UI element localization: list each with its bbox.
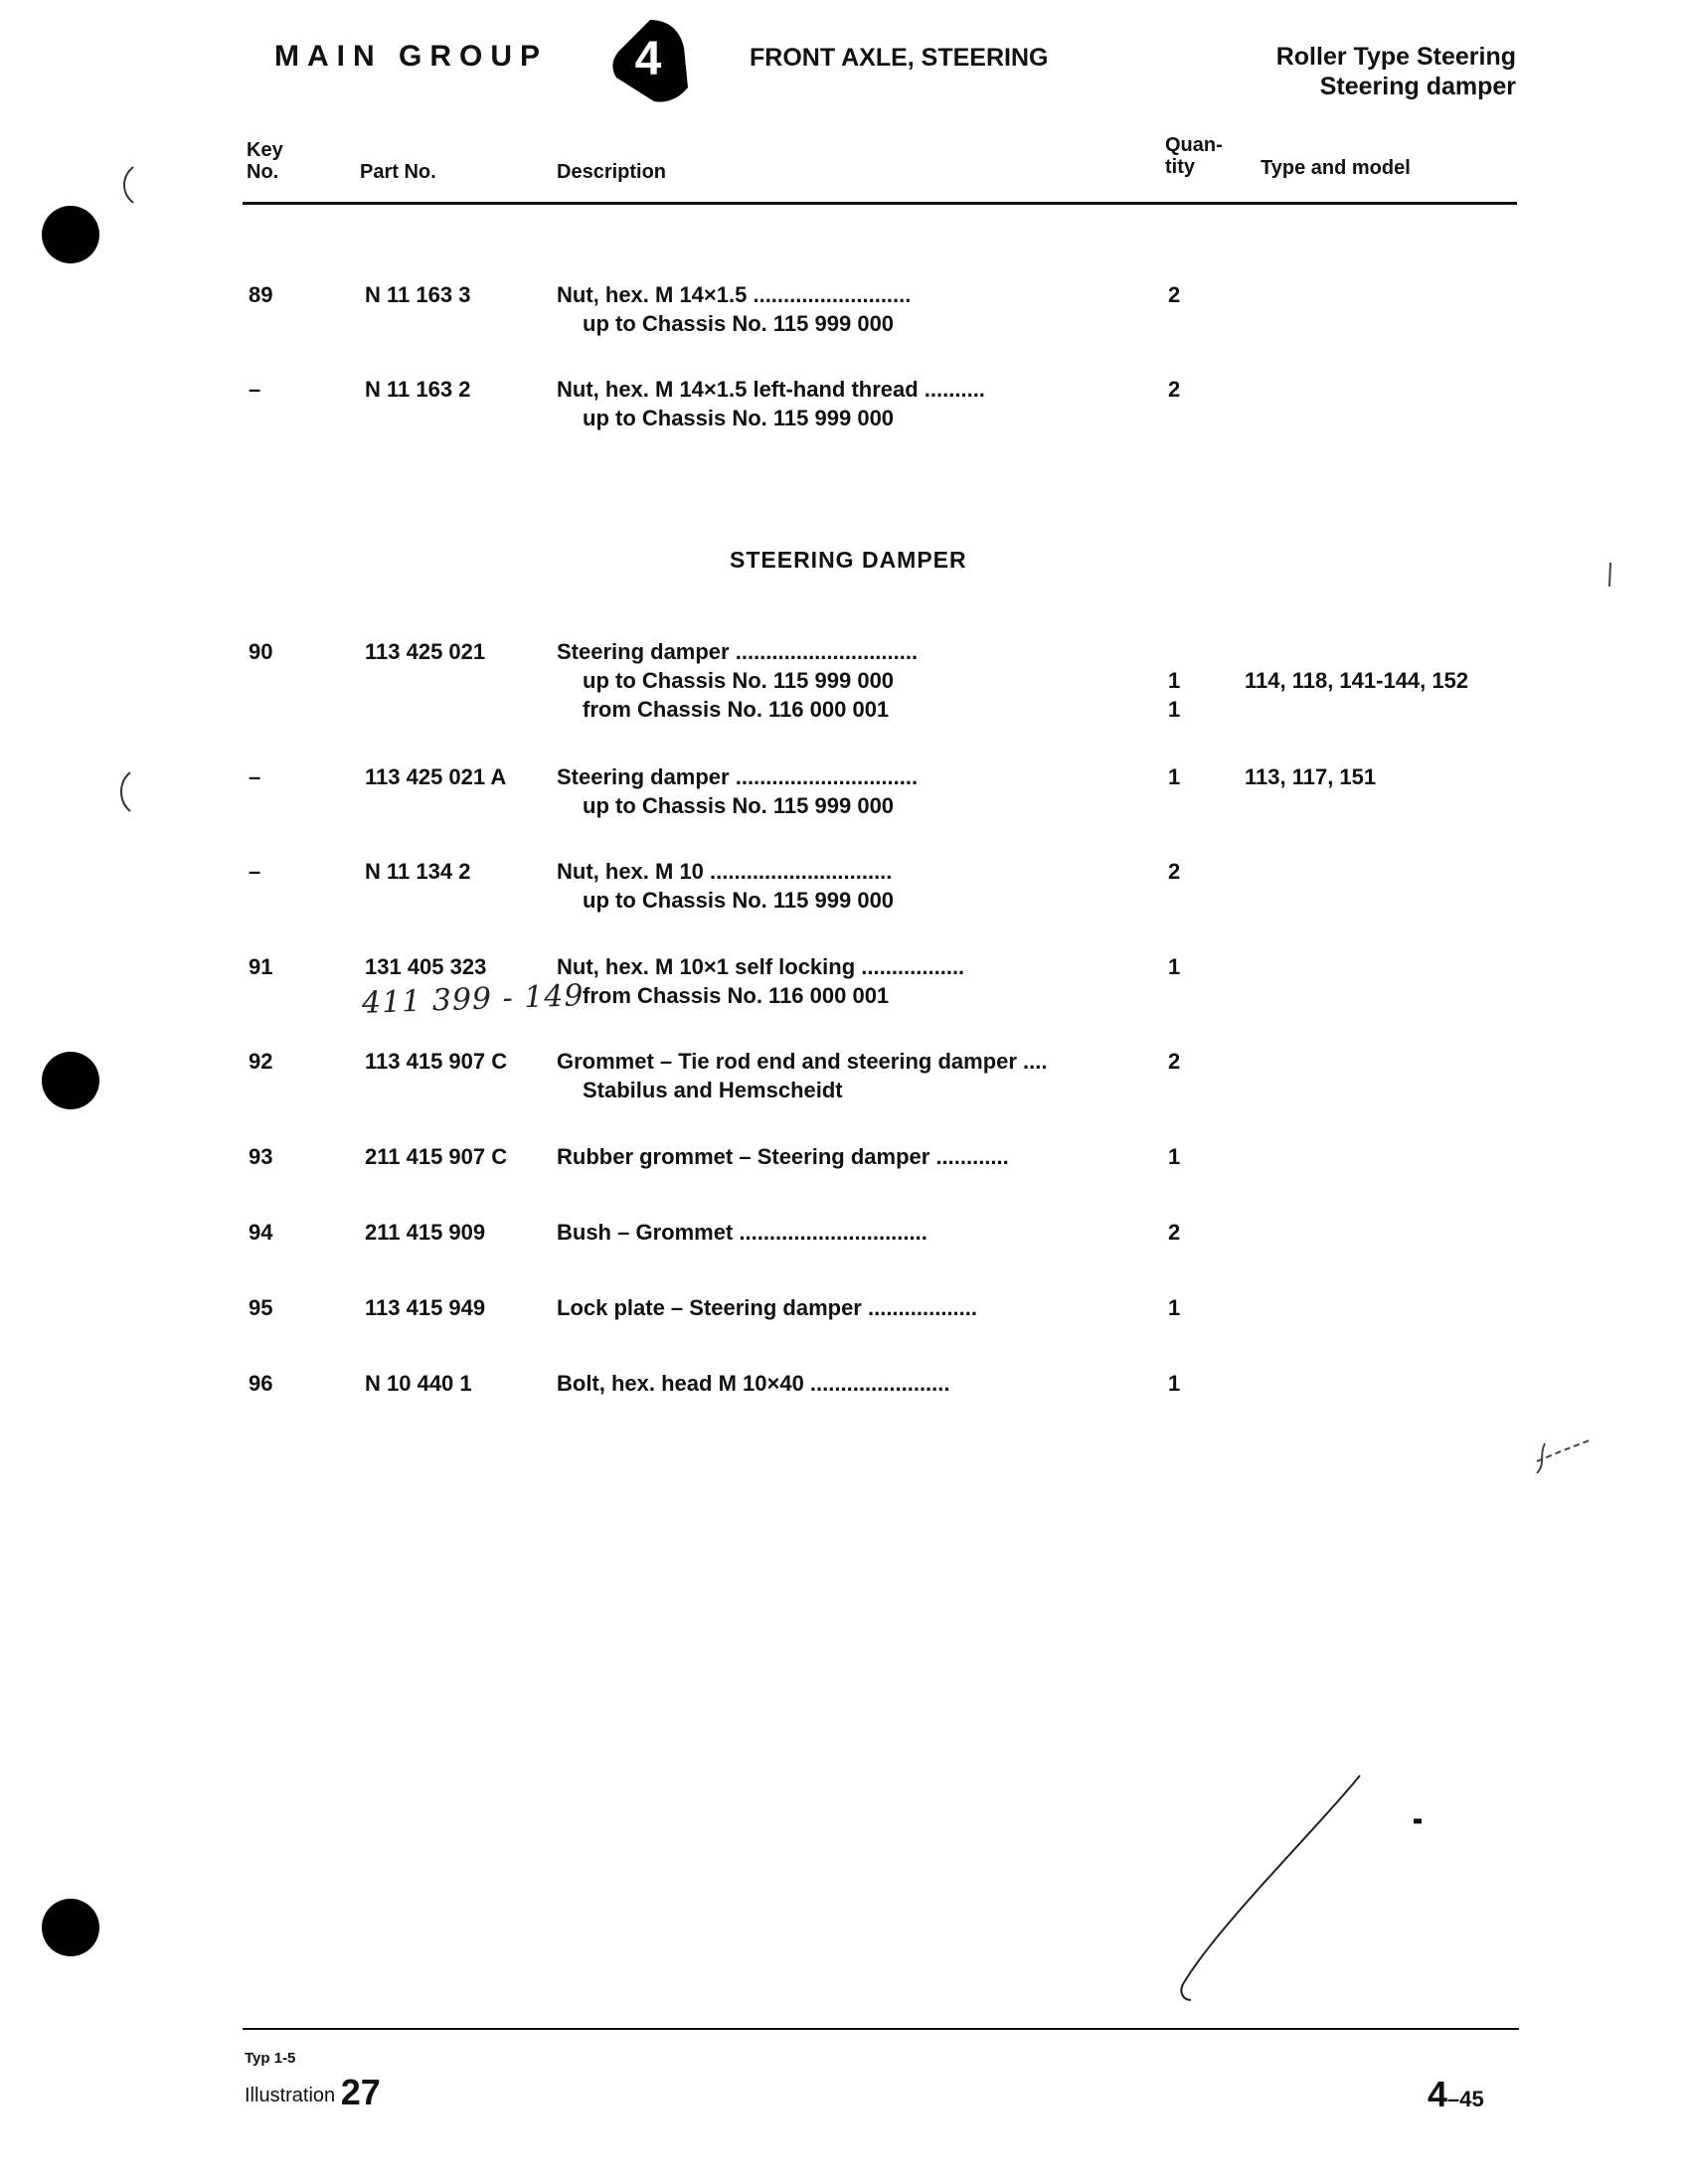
description-line: up to Chassis No. 115 999 000 [583,793,895,818]
description [557,1218,927,1247]
key-number: – [249,859,261,884]
part-number: 211 415 909 [365,1220,486,1245]
quantity: 2 [1168,859,1181,884]
description [557,1293,977,1322]
col-quantity-header [1165,134,1223,178]
illustration-number: 27 [340,2072,381,2112]
part-number: 131 405 323 [365,954,487,979]
col-part-header: Part No. [360,161,436,183]
section-subheading: STEERING DAMPER [730,547,967,573]
quantity: 2 [1168,1220,1181,1245]
part-number: 113 415 949 [365,1295,486,1320]
col-qty-line2: tity [1165,156,1195,178]
quantity: 1 [1168,1371,1181,1396]
description-line: Nut, hex. M 10×1 self locking ................. [557,954,965,979]
quantity: 1 [1168,668,1181,693]
description [557,857,894,915]
description-line: Nut, hex. M 14×1.5 .......................... [557,282,912,307]
description-line: Steering damper .............................. [557,764,919,789]
group-number-badge [608,18,696,105]
col-key-header [247,139,283,183]
type-and-model: 114, 118, 141-144, 152 [1245,668,1469,693]
description [557,375,985,432]
key-number: 89 [249,282,273,307]
description-line: Lock plate – Steering damper .................. [557,1295,978,1320]
quantity: 2 [1168,1049,1181,1074]
description-line: up to Chassis No. 115 999 000 [583,311,895,336]
header-right-line1: Roller Type Steering [1275,43,1516,71]
quantity: 1 [1168,697,1181,722]
key-number: 92 [249,1049,273,1074]
description-line: Grommet – Tie rod end and steering damper .... [557,1049,1048,1074]
type-and-model: 113, 117, 151 [1245,764,1377,789]
description-line: Nut, hex. M 14×1.5 left-hand thread .......... [557,377,985,402]
description-line: up to Chassis No. 115 999 000 [583,406,895,430]
part-number: N 11 163 3 [365,282,471,307]
quantity: 1 [1168,1144,1181,1169]
binder-hole-middle [42,1052,99,1109]
col-type-header: Type and model [1261,157,1411,179]
description [557,952,964,1010]
illustration-text: Illustration [245,2085,336,2106]
typ-label: Typ 1-5 [245,2050,296,2067]
handwritten-note: 411 399 - 149 [361,978,586,1021]
key-number: 90 [249,639,273,664]
description-line: from Chassis No. 116 000 001 [583,697,890,722]
key-number: 93 [249,1144,273,1169]
col-description-header: Description [557,161,667,183]
quantity: 1 [1168,1295,1181,1320]
quantity: 1 [1168,954,1181,979]
part-number: N 10 440 1 [365,1371,472,1396]
col-qty-line1: Quan- [1165,134,1223,156]
key-number: – [249,377,261,402]
part-number: 113 425 021 A [365,764,507,789]
description-line: Bolt, hex. head M 10×40 ....................... [557,1371,950,1396]
part-number: N 11 163 2 [365,377,471,402]
binder-hole-top [42,206,99,263]
description-line: Rubber grommet – Steering damper ............ [557,1144,1009,1169]
group-number: 4 [634,33,662,85]
description-line: Nut, hex. M 10 .............................. [557,859,893,884]
description [557,637,918,724]
key-number: 96 [249,1371,273,1396]
description-line: Stabilus and Hemscheidt [583,1078,843,1102]
description-line: Steering damper .............................. [557,639,919,664]
key-number: 95 [249,1295,273,1320]
illustration-label [245,2072,381,2113]
col-key-line1: Key [247,139,283,161]
part-number: 211 415 907 C [365,1144,508,1169]
page-number-sub: –45 [1447,2087,1484,2111]
quantity: 2 [1168,377,1181,402]
description-line: Bush – Grommet ............................... [557,1220,927,1245]
footer-rule [243,2028,1519,2030]
header-right-title [1276,42,1516,101]
key-number: 91 [249,954,273,979]
main-group-label: MAIN GROUP [274,40,548,73]
section-title: FRONT AXLE, STEERING [750,44,1049,72]
page-number [1428,2074,1484,2115]
description-line: up to Chassis No. 115 999 000 [583,668,895,693]
part-number: 113 415 907 C [365,1049,508,1074]
quantity: 2 [1168,282,1181,307]
header-right-line2: Steering damper [1319,73,1516,100]
description-line: up to Chassis No. 115 999 000 [583,888,895,913]
description [557,280,911,338]
col-key-line2: No. [247,161,279,183]
description [557,1369,950,1398]
part-number: 113 425 021 [365,639,486,664]
description [557,1047,1048,1104]
key-number: 94 [249,1220,273,1245]
description [557,762,918,820]
key-number: – [249,764,261,789]
binder-hole-bottom [42,1899,99,1956]
description [557,1142,1009,1171]
header-rule [243,202,1517,205]
part-number: N 11 134 2 [365,859,471,884]
page-number-main: 4 [1428,2074,1448,2114]
description-line: from Chassis No. 116 000 001 [583,983,890,1008]
quantity: 1 [1168,764,1181,789]
